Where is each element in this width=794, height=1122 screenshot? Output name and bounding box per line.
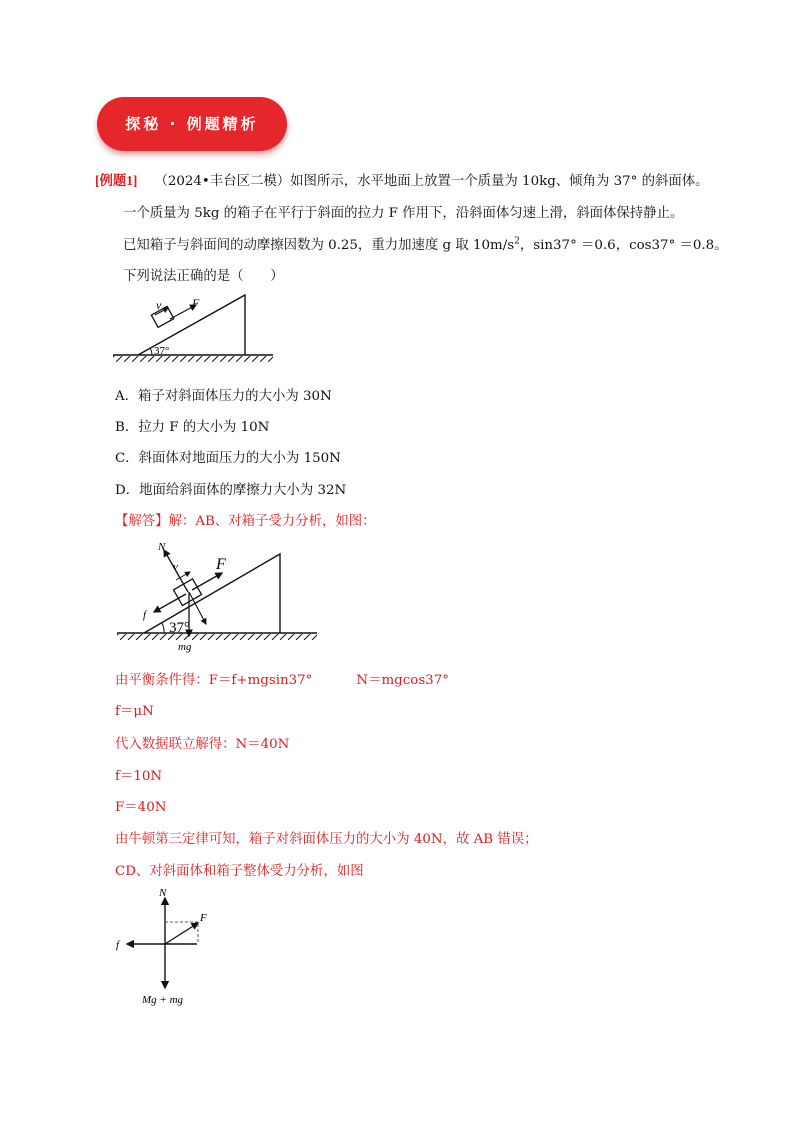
ground — [117, 633, 317, 640]
friction-label: f — [143, 609, 147, 621]
angle-label: 37° — [154, 345, 170, 357]
velocity-label: v — [173, 561, 178, 573]
angle-label: 37° — [169, 620, 190, 636]
section-badge-label: 探秘 · 例题精析 — [125, 115, 259, 133]
box — [151, 306, 174, 327]
velocity-label: v — [156, 298, 162, 312]
example-line-2: 一个质量为 5kg 的箱子在平行于斜面的拉力 F 作用下，沿斜面体匀速上滑，斜面体保持静止。 — [123, 206, 684, 221]
solution-intro-line — [115, 510, 376, 529]
pull-force-label: F — [200, 912, 207, 924]
eq-line-3: 代入数据联立解得：N＝40N — [115, 737, 290, 752]
option-d: D．地面给斜面体的摩擦力大小为 32N — [115, 483, 347, 498]
example-text-3a: 已知箱子与斜面间的动摩擦因数为 0.25，重力加速度 g 取 10m/s — [123, 238, 515, 253]
eq-line-1 — [115, 669, 449, 688]
pull-force-arrow — [192, 573, 222, 590]
solution-intro: 解：AB、对箱子受力分析，如图： — [168, 514, 376, 529]
force-F-label: F — [192, 296, 200, 310]
normal-force-label: N — [158, 541, 166, 553]
velocity-arrow — [176, 572, 190, 580]
example-tag: [例题1] — [95, 173, 138, 188]
pull-force-label: F — [216, 556, 226, 573]
eq-line-6: 由牛顿第三定律可知，箱子对斜面体压力的大小为 40N，故 AB 错误； — [115, 832, 538, 847]
section-badge — [97, 97, 287, 151]
example-line-3 — [123, 234, 728, 253]
incline-body — [144, 554, 280, 633]
example-line-1 — [95, 170, 709, 189]
angle-arc — [150, 348, 152, 355]
example-text-3-sup: 2 — [514, 236, 520, 247]
example-text-1: （2024•丰台区二模）如图所示，水平地面上放置一个质量为 10kg、倾角为 37° 的斜面体。 — [154, 174, 709, 189]
pull-force-arrow — [165, 923, 198, 944]
angle-arc — [162, 623, 164, 633]
eq-1a: 由平衡条件得：F＝f+mgsin37° — [115, 673, 313, 688]
eq-line-4: f＝10N — [115, 769, 163, 784]
normal-force-label: N — [159, 887, 167, 899]
gravity-label: mg — [178, 641, 192, 653]
system-force-figure — [112, 884, 222, 1009]
incline-figure — [108, 290, 278, 370]
eq-line-5: F＝40N — [115, 800, 167, 815]
weight-label: Mg + mg — [142, 994, 184, 1006]
option-b: B．拉力 F 的大小为 10N — [115, 420, 270, 435]
option-a: A．箱子对斜面体压力的大小为 30N — [115, 389, 332, 404]
example-line-4: 下列说法正确的是（ ） — [123, 269, 284, 284]
eq-line-7: CD、对斜面体和箱子整体受力分析，如图 — [115, 864, 364, 879]
box-force-figure — [112, 536, 322, 656]
eq-1b: N＝mgcos37° — [356, 673, 449, 688]
eq-line-2: f＝μN — [115, 704, 154, 719]
option-c: C．斜面体对地面压力的大小为 150N — [115, 451, 341, 466]
example-text-3b: ，sin37° ＝0.6，cos37° ＝0.8。 — [519, 238, 728, 253]
friction-label: f — [116, 939, 120, 951]
solution-tag: 【解答】 — [115, 514, 169, 529]
ground — [113, 355, 273, 362]
